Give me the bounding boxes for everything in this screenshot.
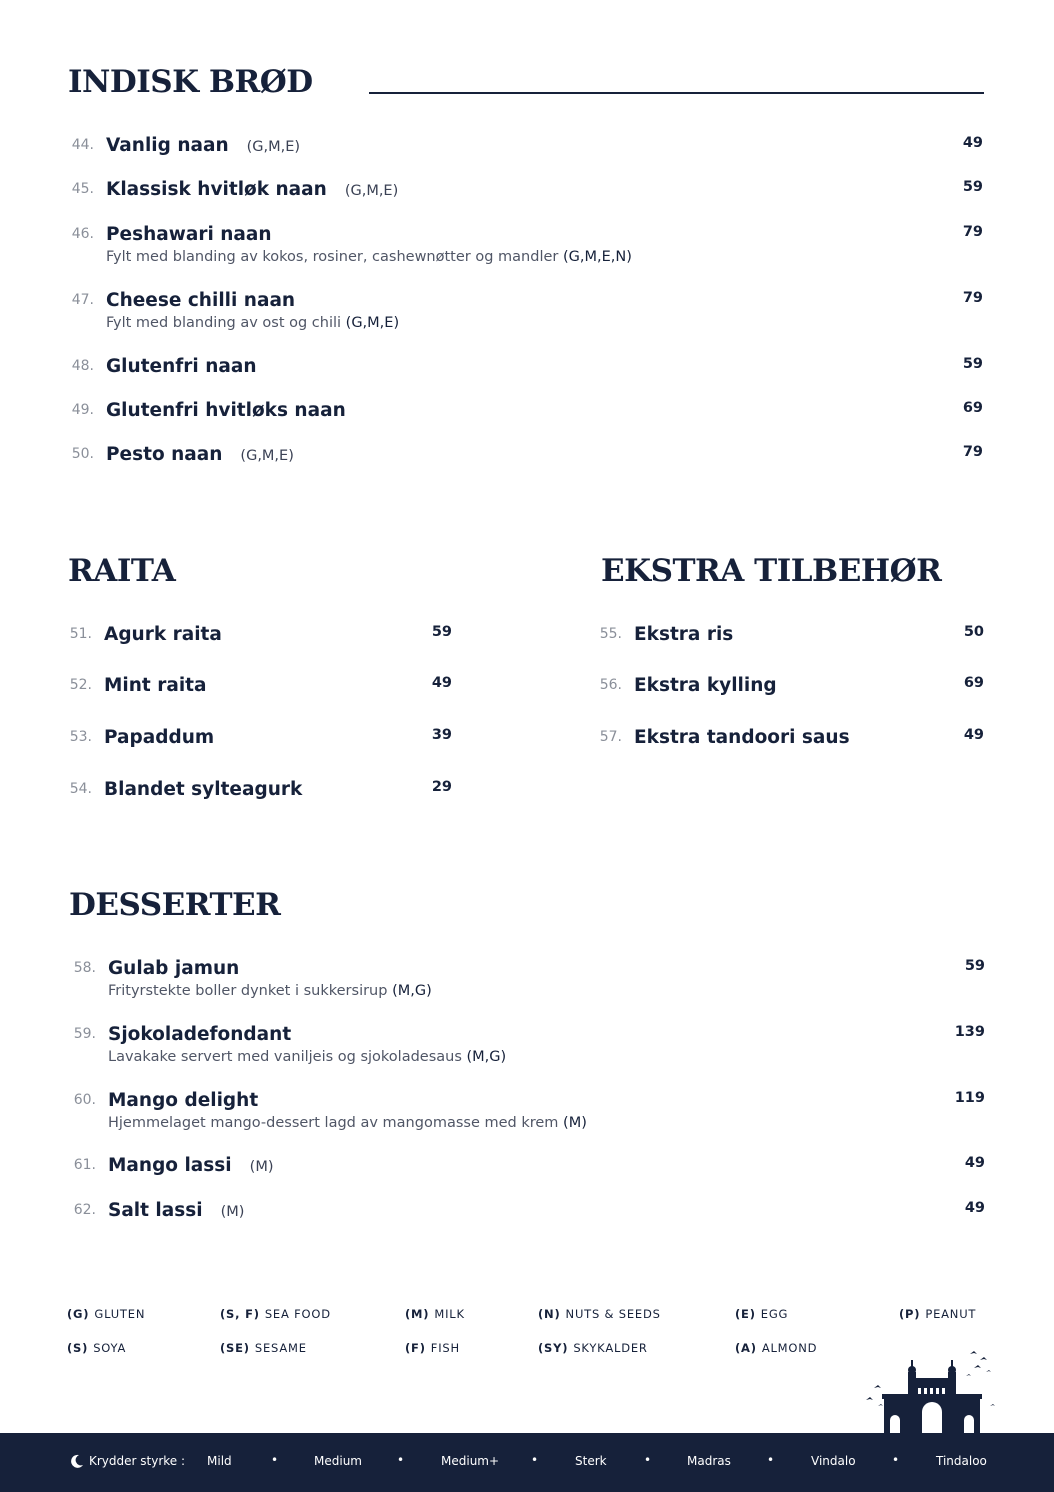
item-name-text: Glutenfri hvitløks naan	[106, 400, 346, 421]
item-price: 59	[964, 958, 985, 974]
item-allergens: (G,M,E)	[240, 448, 294, 464]
legend-code: (SY)	[538, 1341, 569, 1355]
item-name	[106, 224, 272, 245]
legend-code: (A)	[735, 1341, 757, 1355]
item-number: 51.	[69, 626, 92, 642]
item-allergens: (M,G)	[466, 1049, 507, 1065]
item-name	[106, 356, 257, 377]
spice-level-medium: Medium	[314, 1454, 362, 1468]
legend-code: (S)	[67, 1341, 89, 1355]
item-name	[106, 290, 295, 311]
section-title-indisk-brod: INDISK BRØD	[68, 64, 313, 100]
item-description-text: Fylt med blanding av ost og chili	[106, 315, 342, 331]
item-number: 46.	[71, 226, 94, 242]
item-price: 59	[431, 624, 452, 640]
item-number: 59.	[73, 1026, 96, 1042]
item-price: 49	[964, 1200, 985, 1216]
menu-item	[70, 1024, 986, 1068]
item-name-text: Mango delight	[108, 1090, 259, 1111]
separator-dot: •	[644, 1453, 652, 1467]
legend-item	[405, 1307, 465, 1321]
item-name-text: Pesto naan	[106, 444, 223, 465]
item-name	[104, 624, 222, 645]
item-number: 58.	[73, 960, 96, 976]
menu-item	[68, 224, 986, 268]
item-description	[106, 315, 399, 331]
separator-dot: •	[397, 1453, 405, 1467]
item-price: 39	[431, 727, 452, 743]
item-name	[106, 135, 300, 156]
legend-item	[67, 1307, 145, 1321]
menu-item	[596, 624, 986, 668]
item-name	[108, 958, 239, 979]
spice-level-madras: Madras	[687, 1454, 731, 1468]
legend-item	[67, 1341, 126, 1355]
item-number: 53.	[69, 729, 92, 745]
menu-item	[70, 958, 986, 1002]
item-name-text: Ekstra kylling	[634, 675, 777, 696]
legend-label: SOYA	[93, 1341, 127, 1355]
item-name-text: Agurk raita	[104, 624, 222, 645]
item-name-text: Glutenfri naan	[106, 356, 257, 377]
item-description	[108, 983, 432, 999]
item-price: 69	[962, 400, 983, 416]
legend-item	[220, 1307, 331, 1321]
spice-level-tindaloo: Tindaloo	[936, 1454, 987, 1468]
item-name-text: Gulab jamun	[108, 958, 240, 979]
item-number: 61.	[73, 1157, 96, 1173]
item-allergens: (G,M,E,N)	[562, 249, 632, 265]
legend-label: SEA FOOD	[264, 1307, 331, 1321]
item-name	[106, 400, 346, 421]
menu-item	[66, 675, 456, 719]
legend-item	[899, 1307, 976, 1321]
item-allergens: (G,M,E)	[344, 183, 399, 199]
item-description	[106, 249, 632, 265]
spice-label: Krydder styrke :	[89, 1454, 186, 1468]
menu-item	[70, 1200, 986, 1244]
item-price: 119	[954, 1090, 985, 1106]
item-name-text: Salt lassi	[108, 1200, 203, 1221]
item-price: 79	[962, 224, 983, 240]
item-number: 54.	[69, 781, 92, 797]
legend-item	[735, 1341, 817, 1355]
item-name-text: Ekstra tandoori saus	[634, 727, 850, 748]
item-number: 62.	[73, 1202, 96, 1218]
item-name	[634, 675, 777, 696]
item-name-text: Klassisk hvitløk naan	[106, 179, 327, 200]
item-price: 50	[963, 624, 984, 640]
section-title-desserter: DESSERTER	[69, 887, 281, 923]
legend-item	[735, 1307, 788, 1321]
menu-item	[66, 779, 456, 823]
item-number: 55.	[599, 626, 622, 642]
legend-code: (F)	[405, 1341, 426, 1355]
item-name	[106, 444, 294, 465]
item-price: 139	[954, 1024, 985, 1040]
item-description	[108, 1115, 587, 1131]
spice-level-mild: Mild	[207, 1454, 232, 1468]
item-number: 52.	[69, 677, 92, 693]
item-price: 69	[963, 675, 984, 691]
legend-item	[538, 1341, 648, 1355]
item-name-text: Vanlig naan	[106, 135, 229, 156]
item-price: 29	[431, 779, 452, 795]
legend-code: (SE)	[220, 1341, 250, 1355]
item-price: 49	[963, 727, 984, 743]
item-name-text: Peshawari naan	[106, 224, 272, 245]
legend-code: (N)	[538, 1307, 561, 1321]
item-price: 49	[962, 135, 983, 151]
item-description-text: Hjemmelaget mango-dessert lagd av mangomasse med krem	[108, 1115, 559, 1131]
section-title-raita: RAITA	[68, 553, 176, 589]
menu-item	[68, 290, 986, 334]
item-number: 56.	[599, 677, 622, 693]
item-allergens: (M)	[220, 1204, 245, 1220]
menu-item	[68, 179, 986, 223]
item-number: 50.	[71, 446, 94, 462]
separator-dot: •	[271, 1453, 279, 1467]
menu-item	[66, 624, 456, 668]
item-allergens: (G,M,E)	[345, 315, 400, 331]
item-allergens: (M)	[249, 1159, 274, 1175]
item-name	[634, 624, 733, 645]
item-number: 57.	[599, 729, 622, 745]
legend-item	[405, 1341, 460, 1355]
spice-level-medium-plus: Medium+	[441, 1454, 500, 1468]
menu-item	[596, 727, 986, 771]
item-name-text: Mint raita	[104, 675, 207, 696]
legend-label: FISH	[430, 1341, 460, 1355]
item-description-text: Lavakake servert med vaniljeis og sjokoladesaus	[108, 1049, 462, 1065]
item-number: 60.	[73, 1092, 96, 1108]
item-name-text: Blandet sylteagurk	[104, 779, 303, 800]
item-name	[634, 727, 850, 748]
legend-code: (G)	[67, 1307, 90, 1321]
separator-dot: •	[892, 1453, 900, 1467]
legend-code: (P)	[899, 1307, 921, 1321]
legend-label: PEANUT	[925, 1307, 977, 1321]
item-name	[108, 1200, 244, 1221]
legend-label: MILK	[434, 1307, 465, 1321]
menu-item	[68, 356, 986, 400]
separator-dot: •	[531, 1453, 539, 1467]
legend-label: SESAME	[254, 1341, 307, 1355]
legend-code: (E)	[735, 1307, 756, 1321]
legend-label: EGG	[760, 1307, 789, 1321]
moon-icon	[71, 1454, 84, 1468]
legend-code: (M)	[405, 1307, 430, 1321]
section-title-ekstra-tilbehor: EKSTRA TILBEHØR	[601, 553, 942, 589]
menu-item	[596, 675, 986, 719]
legend-label: GLUTEN	[94, 1307, 146, 1321]
item-name	[108, 1090, 258, 1111]
spice-level-sterk: Sterk	[575, 1454, 607, 1468]
item-name-text: Sjokoladefondant	[108, 1024, 292, 1045]
item-allergens: (G,M,E)	[246, 139, 301, 155]
item-name-text: Papaddum	[104, 727, 215, 748]
item-name-text: Cheese chilli naan	[106, 290, 296, 311]
menu-item	[68, 444, 986, 488]
item-price: 49	[964, 1155, 985, 1171]
item-number: 47.	[71, 292, 94, 308]
menu-item	[66, 727, 456, 771]
item-number: 44.	[71, 137, 94, 153]
spice-level-vindalo: Vindalo	[811, 1454, 856, 1468]
gateway-of-india-icon	[858, 1332, 1008, 1434]
item-allergens: (M)	[563, 1115, 587, 1131]
menu-item	[68, 400, 986, 444]
item-number: 49.	[71, 402, 94, 418]
item-allergens: (M,G)	[392, 983, 432, 999]
item-name	[106, 179, 398, 200]
section-title-rule	[369, 92, 984, 94]
legend-code: (S, F)	[220, 1307, 260, 1321]
menu-item	[68, 135, 986, 179]
spice-level-footer	[0, 1433, 1054, 1492]
legend-item	[538, 1307, 661, 1321]
item-name	[108, 1024, 291, 1045]
item-name	[108, 1155, 273, 1176]
item-price: 59	[962, 356, 983, 372]
legend-label: ALMOND	[761, 1341, 818, 1355]
legend-label: SKYKALDER	[573, 1341, 648, 1355]
item-description-text: Frityrstekte boller dynket i sukkersirup	[108, 983, 388, 999]
item-number: 45.	[71, 181, 94, 197]
item-name-text: Mango lassi	[108, 1155, 232, 1176]
item-name	[104, 675, 206, 696]
item-price: 49	[431, 675, 452, 691]
separator-dot: •	[767, 1453, 775, 1467]
item-description-text: Fylt med blanding av kokos, rosiner, cashewnøtter og mandler	[106, 249, 559, 265]
item-price: 59	[962, 179, 983, 195]
item-price: 79	[962, 444, 983, 460]
item-name-text: Ekstra ris	[634, 624, 734, 645]
legend-item	[220, 1341, 307, 1355]
legend-label: NUTS & SEEDS	[565, 1307, 661, 1321]
menu-item	[70, 1155, 986, 1199]
item-number: 48.	[71, 358, 94, 374]
item-price: 79	[962, 290, 983, 306]
item-description	[108, 1049, 506, 1065]
item-name	[104, 779, 302, 800]
menu-item	[70, 1090, 986, 1134]
item-name	[104, 727, 214, 748]
